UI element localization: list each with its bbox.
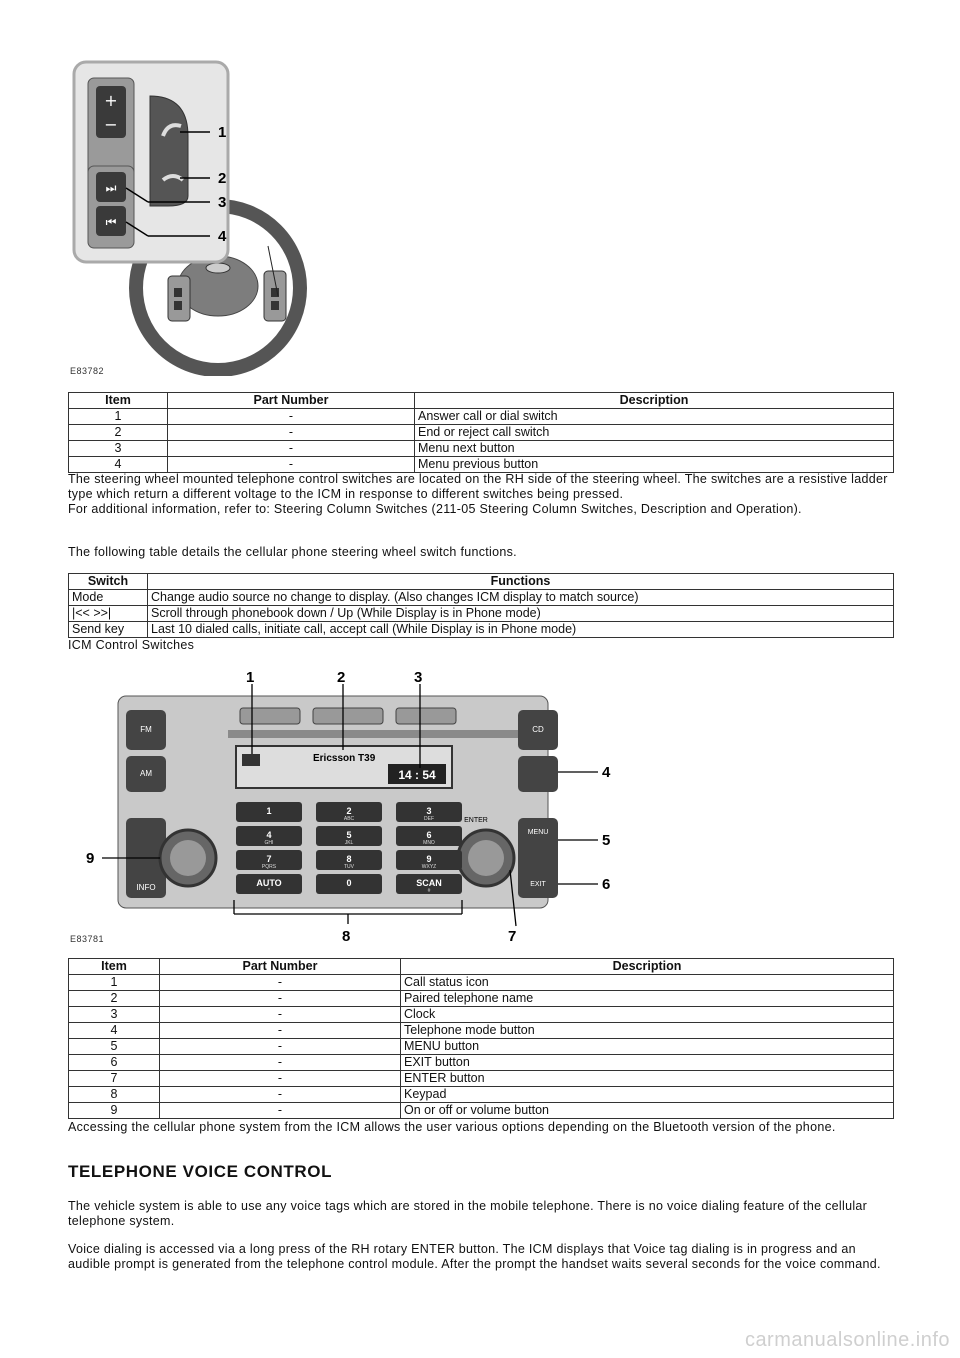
table-row: 3 - Menu next button — [69, 441, 894, 457]
keypad-key-label: 7 — [266, 854, 272, 864]
keypad-key-label: 0 — [346, 878, 352, 888]
para-reference: For additional information, refer to: Steering Column Switches (211-05 Steering Column Switches, Description and Operation). — [68, 502, 802, 516]
keypad-key-sublabel: TUV — [344, 864, 354, 870]
icm-callout-7: 7 — [508, 928, 517, 945]
para-voice-dialing: Voice dialing is accessed via a long press of the RH rotary ENTER button. The ICM displays that Voice tag dialing is in progress and an audible prompt is generated from the telephone control module. After the prompt the handset waits several seconds for the voice command. — [68, 1242, 881, 1271]
keypad-key-sublabel: DEF — [424, 816, 434, 822]
keypad-key-label: 6 — [426, 830, 432, 840]
volume-up-symbol: + — [104, 91, 118, 110]
col-item: Item — [69, 393, 168, 409]
keypad-key-label: AUTO — [256, 878, 282, 888]
col-switch: Switch — [69, 574, 148, 590]
table-row: 1 - Answer call or dial switch — [69, 409, 894, 425]
table-row: 9 - On or off or volume button — [69, 1103, 894, 1119]
table-row: 4 - Menu previous button — [69, 457, 894, 473]
para-table-intro: The following table details the cellular phone steering wheel switch functions. — [68, 545, 517, 559]
col-functions: Functions — [148, 574, 894, 590]
menu-prev-symbol: ⏮ — [105, 215, 117, 229]
fm-button: FM — [140, 725, 152, 734]
icm-parts-table — [68, 958, 894, 1119]
switch-functions-table — [68, 573, 894, 638]
keypad-key-sublabel: * — [268, 888, 270, 894]
col-description: Description — [401, 959, 894, 975]
icm-callout-1: 1 — [246, 669, 255, 686]
keypad-key-sublabel: ABC — [343, 816, 355, 822]
menu-next-symbol: ⏭ — [105, 181, 117, 195]
keypad-key-sublabel: MNO — [423, 840, 435, 846]
keypad-key-label: 9 — [426, 854, 432, 864]
icm-callout-5: 5 — [602, 832, 611, 849]
icm-callout-3: 3 — [414, 669, 423, 686]
section-heading: TELEPHONE VOICE CONTROL — [68, 1162, 333, 1181]
icm-callout-4: 4 — [602, 764, 611, 781]
display-phone-name: Ericsson T39 — [313, 753, 376, 764]
icm-callout-2: 2 — [337, 669, 346, 686]
table-row: 2 - End or reject call switch — [69, 425, 894, 441]
table-row: 2 - Paired telephone name — [69, 991, 894, 1007]
keypad-key-sublabel: # — [427, 888, 431, 894]
caption-icm: ICM Control Switches — [68, 638, 195, 652]
table-row: Mode Change audio source no change to display. (Also changes ICM display to match source) — [69, 590, 894, 606]
enter-label: ENTER — [464, 817, 488, 824]
table-row: |<< >>| Scroll through phonebook down / Up (While Display is in Phone mode) — [69, 606, 894, 622]
steering-wheel-figure — [68, 56, 308, 376]
table-row: 7 - ENTER button — [69, 1071, 894, 1087]
keypad-key-label: 5 — [346, 830, 352, 840]
callout-2: 2 — [218, 170, 227, 187]
keypad-key-label: 1 — [266, 806, 272, 816]
callout-4: 4 — [218, 228, 227, 245]
keypad-key-sublabel: JKL — [344, 840, 354, 846]
figure-id-1: E83782 — [70, 366, 105, 376]
table-row: 6 - EXIT button — [69, 1055, 894, 1071]
table-row: 3 - Clock — [69, 1007, 894, 1023]
icm-callout-9: 9 — [86, 850, 95, 867]
steering-switch-parts-table — [68, 392, 894, 473]
cd-button: CD — [532, 725, 544, 734]
keypad-key-sublabel: GHI — [264, 840, 274, 846]
table-row: 8 - Keypad — [69, 1087, 894, 1103]
keypad-key-label: 4 — [266, 830, 272, 840]
keypad-key-label: 2 — [346, 806, 352, 816]
figure-id-2: E83781 — [70, 934, 105, 944]
col-part-number: Part Number — [168, 393, 415, 409]
keypad-key-sublabel: PQRS — [261, 864, 277, 870]
keypad-key-sublabel: WXYZ — [421, 864, 437, 870]
icm-callout-8: 8 — [342, 928, 351, 945]
icm-panel-figure — [68, 668, 628, 948]
table-row: 5 - MENU button — [69, 1039, 894, 1055]
table-row: 4 - Telephone mode button — [69, 1023, 894, 1039]
keypad-key-label: SCAN — [416, 878, 442, 888]
am-button: AM — [140, 769, 152, 778]
col-description: Description — [415, 393, 894, 409]
keypad-key-label: 8 — [346, 854, 352, 864]
callout-3: 3 — [218, 194, 227, 211]
menu-button: MENU — [527, 829, 549, 836]
para-voice-tags: The vehicle system is able to use any voice tags which are stored in the mobile telephone. There is no voice dialing feature of the cellular telephone system. — [68, 1199, 868, 1228]
callout-1: 1 — [218, 124, 227, 141]
table-row: Send key Last 10 dialed calls, initiate call, accept call (While Display is in Phone mode) — [69, 622, 894, 638]
watermark: carmanualsonline.info — [744, 1329, 950, 1351]
para-switch-location: The steering wheel mounted telephone control switches are located on the RH side of the steering wheel. The switches are a resistive ladder type which return a different voltage to the ICM in response to different switches being pressed. — [68, 472, 888, 501]
display-clock: 14 : 54 — [398, 768, 436, 782]
exit-button: EXIT — [530, 881, 546, 888]
info-button: INFO — [136, 883, 156, 892]
para-bluetooth: Accessing the cellular phone system from the ICM allows the user various options depending on the Bluetooth version of the phone. — [68, 1120, 836, 1134]
col-part-number: Part Number — [160, 959, 401, 975]
keypad-key-label: 3 — [426, 806, 432, 816]
volume-down-symbol: − — [104, 115, 118, 134]
icm-callout-6: 6 — [602, 876, 611, 893]
table-row: 1 - Call status icon — [69, 975, 894, 991]
col-item: Item — [69, 959, 160, 975]
